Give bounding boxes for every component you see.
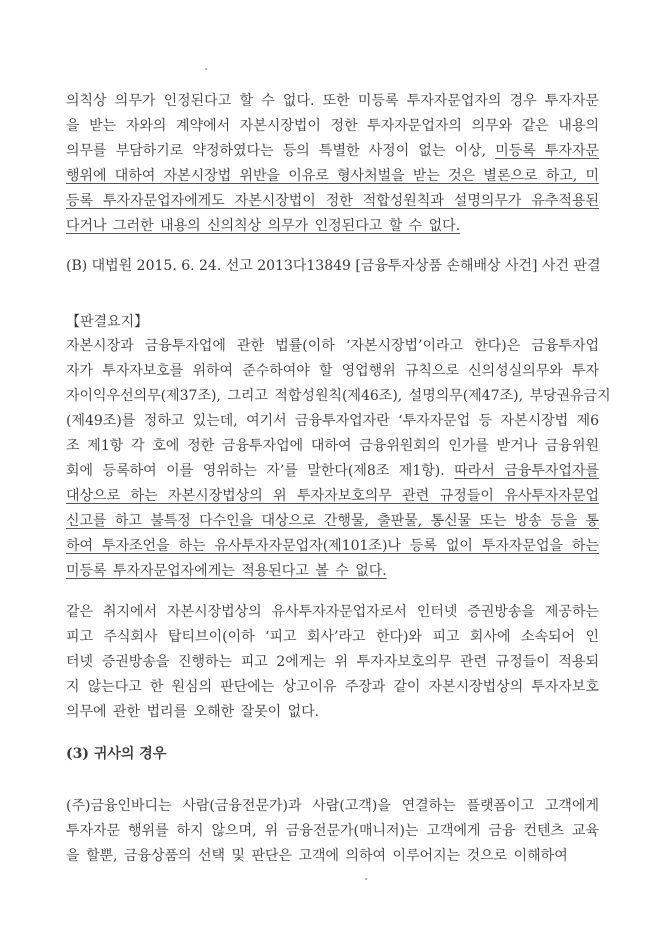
paragraph-p2-line [66,487,599,505]
body-text: 지 않는다고 한 원심의 판단에는 상고이유 주장과 같이 자본시장법상의 투자자보호 [66,679,599,695]
body-text: 조 제1항 각 호에 정한 금융투자업에 대하여 금융위원회의 인가를 받거나 금융위원 [66,438,599,454]
paragraph-p1-line [66,92,599,110]
underlined-text: 등록 투자자문업자에게도 자본시장법이 정한 적합성원칙과 설명의무가 유추적용된 [66,193,599,209]
underlined-text: 따라서 금융투자업자를 [454,463,599,479]
section-3-heading: (3) 귀사의 경우 [66,746,167,762]
underlined-text: 신고를 하고 불특정 다수인을 대상으로 간행물, 출판물, 통신물 또는 방송 등을 통 [66,513,599,529]
paragraph-p2-line [66,412,599,430]
body-text: 투자자문 행위를 하지 않으며, 위 금융전문가(매니저)는 고객에게 금융 컨텐츠 교육 [66,823,599,839]
paragraph-p1-line [66,167,599,185]
paragraph-p4-line [66,797,599,815]
paragraph-p4-line [66,822,599,840]
paragraph-p1-line [66,117,599,135]
underlined-text: 대상으로 하는 자본시장법상의 위 투자자보호의무 관련 규정들이 유사투자자문업 [66,488,599,504]
paragraph-p2-line [66,512,599,530]
paragraph-p2-line [66,562,599,580]
underlined-text: 행위에 대하여 자본시장법 위반을 이유로 형사처벌을 받는 것은 별론으로 하고, 미 [66,168,599,184]
judgment-summary-title: 【판결요지】 [66,314,149,330]
body-text: 터넷 증권방송을 진행하는 피고 2에게는 위 투자자보호의무 관련 규정들이 적용되 [66,654,599,670]
body-text: 회에 등록하여 이를 영위하는 자’를 말한다(제8조 제1항). [66,463,455,479]
paragraph-p2-line [66,387,611,405]
paragraph-p2-line [66,462,599,480]
body-text: 을 할뿐, 금융상품의 선택 및 판단은 고객에 의하여 이루어지는 것으로 이해하여 [66,848,568,864]
body-text: 의무를 부담하기로 약정하였다는 등의 특별한 사정이 없는 이상, [66,143,496,159]
body-text: (주)금융인바디는 사람(금융전문가)과 사람(고객)을 연결하는 플랫폼이고 고객에게 [66,798,599,814]
paragraph-p3-line [66,603,599,621]
paragraph-p2-line [66,362,599,380]
paragraph-p2-line [66,337,599,355]
body-text: 자이익우선의무(제37조), 그리고 적합성원칙(제46조), 설명의무(제47조), 부당권유금지 [66,388,611,404]
paragraph-p3-line [66,678,599,696]
underlined-text: 미등록 투자자문업자에게는 적용된다고 볼 수 없다. [66,563,387,579]
scan-speck [365,878,367,880]
paragraph-p3-line [66,628,599,646]
underlined-text: 다거나 그러한 내용의 신의칙상 의무가 인정된다고 할 수 없다. [66,218,461,234]
paragraph-p1-line [66,142,599,160]
paragraph-p4-line [66,847,599,865]
body-text: 자본시장과 금융투자업에 관한 법률(이하 ‘자본시장법’이라고 한다)은 금융투자업 [66,338,599,354]
case-citation-heading: (B) 대법원 2015. 6. 24. 선고 2013다13849 [금융투자상품 손해배상 사건] 사건 판결 [66,258,601,274]
paragraph-p3-line [66,703,599,721]
body-text: 의칙상 의무가 인정된다고 할 수 없다. 또한 미등록 투자자문업자의 경우 투자자문 [66,93,599,109]
body-text: 자가 투자자보호를 위하여 준수하여야 할 영업행위 규칙으로 신의성실의무와 투자 [66,363,599,379]
body-text: 같은 취지에서 자본시장법상의 유사투자자문업자로서 인터넷 증권방송을 제공하는 [66,604,599,620]
body-text: 피고 주식회사 탑티브이(이하 ‘피고 회사’라고 한다)와 피고 회사에 소속되어 인 [66,629,599,645]
paragraph-p2-line [66,537,599,555]
body-text: (제49조)를 정하고 있는데, 여기서 금융투자업자란 ‘투자자문업 등 자본시장법 제6 [66,413,599,429]
body-text: 의무에 관한 법리를 오해한 잘못이 없다. [66,704,320,720]
paragraph-p1-line [66,217,599,235]
underlined-text: 미등록 투자자문 [495,143,599,159]
paragraph-p1-line [66,192,599,210]
underlined-text: 하여 투자조언을 하는 유사투자자문업자(제101조)나 등록 없이 투자자문업을 하는 [66,538,599,554]
body-text: 을 받는 자와의 계약에서 자본시장법이 정한 투자자문업자의 의무와 같은 내용의 [66,118,599,134]
paragraph-p2-line [66,437,599,455]
scan-speck [205,68,207,70]
paragraph-p3-line [66,653,599,671]
